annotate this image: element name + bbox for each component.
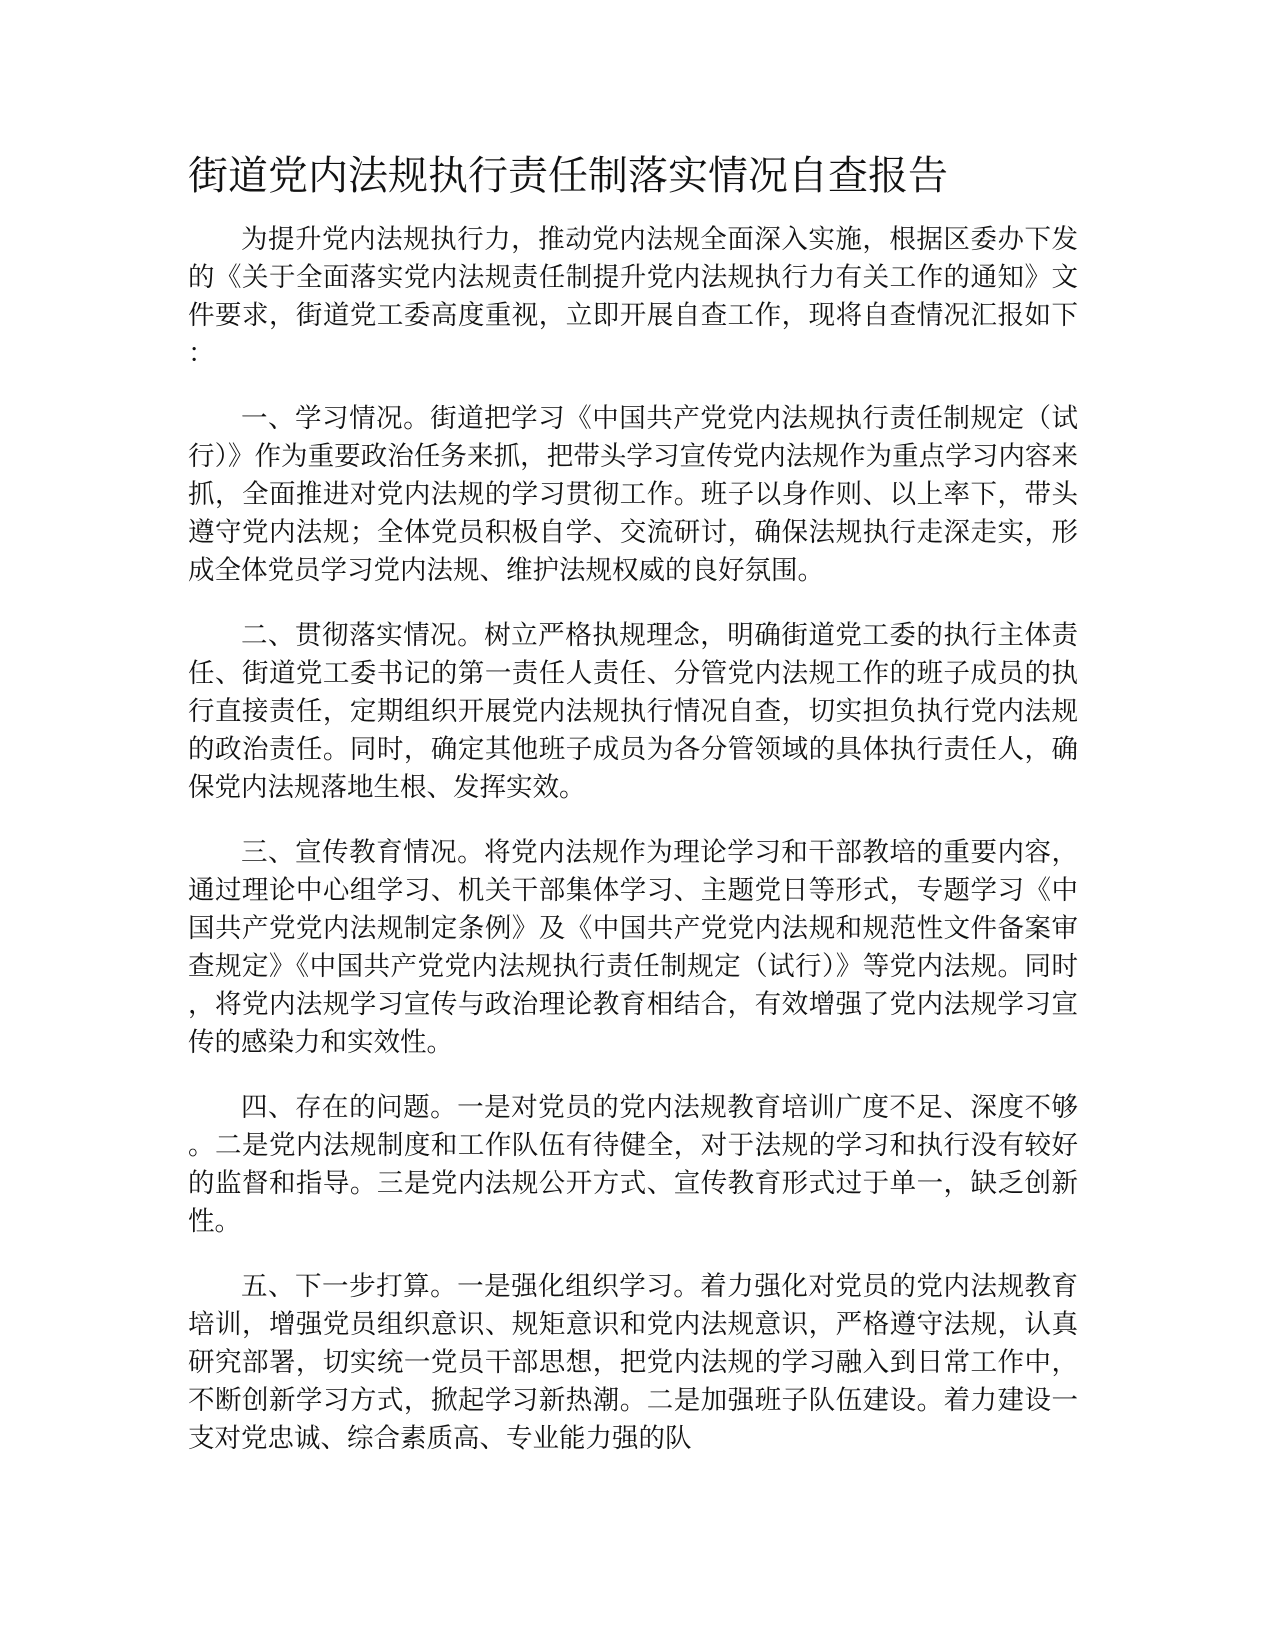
paragraph-study: 一、学习情况。街道把学习《中国共产党党内法规执行责任制规定（试行）》作为重要政治任务来抓，把带头学习宣传党内法规作为重点学习内容来抓，全面推进对党内法规的学习贯彻工作。班子以身作则、以上率下，带头遵守党内法规；全体党员积极自学、交流研讨，确保法规执行走深走实，形成全体党员学习党内法规、维护法规权威的良好氛围。 (188, 403, 1078, 586)
paragraph-problems: 四、存在的问题。一是对党员的党内法规教育培训广度不足、深度不够。二是党内法规制度和工作队伍有待健全，对于法规的学习和执行没有较好的监督和指导。三是党内法规公开方式、宣传教育形式过于单一，缺乏创新性。 (188, 1092, 1078, 1237)
paragraph-implementation: 二、贯彻落实情况。树立严格执规理念，明确街道党工委的执行主体责任、街道党工委书记的第一责任人责任、分管党内法规工作的班子成员的执行直接责任，定期组织开展党内法规执行情况自查，切实担负执行党内法规的政治责任。同时，确定其他班子成员为各分管领域的具体执行责任人，确保党内法规落地生根、发挥实效。 (188, 620, 1078, 803)
document-body (188, 221, 1078, 1485)
paragraph-next-steps: 五、下一步打算。一是强化组织学习。着力强化对党员的党内法规教育培训，增强党员组织意识、规矩意识和党内法规意识，严格遵守法规，认真研究部署，切实统一党员干部思想，把党内法规的学习融入到日常工作中，不断创新学习方式，掀起学习新热潮。二是加强班子队伍建设。着力建设一支对党忠诚、综合素质高、专业能力强的队 (188, 1271, 1078, 1454)
document-title: 街道党内法规执行责任制落实情况自查报告 (188, 153, 948, 199)
paragraph-publicity: 三、宣传教育情况。将党内法规作为理论学习和干部教培的重要内容，通过理论中心组学习、机关干部集体学习、主题党日等形式，专题学习《中国共产党党内法规制定条例》及《中国共产党党内法规和规范性文件备案审查规定》《中国共产党党内法规执行责任制规定（试行）》等党内法规。同时，将党内法规学习宣传与政治理论教育相结合，有效增强了党内法规学习宣传的感染力和实效性。 (188, 837, 1078, 1058)
paragraph-intro: 为提升党内法规执行力，推动党内法规全面深入实施，根据区委办下发的《关于全面落实党内法规责任制提升党内法规执行力有关工作的通知》文件要求，街道党工委高度重视，立即开展自查工作，现将自查情况汇报如下： (188, 224, 1078, 369)
